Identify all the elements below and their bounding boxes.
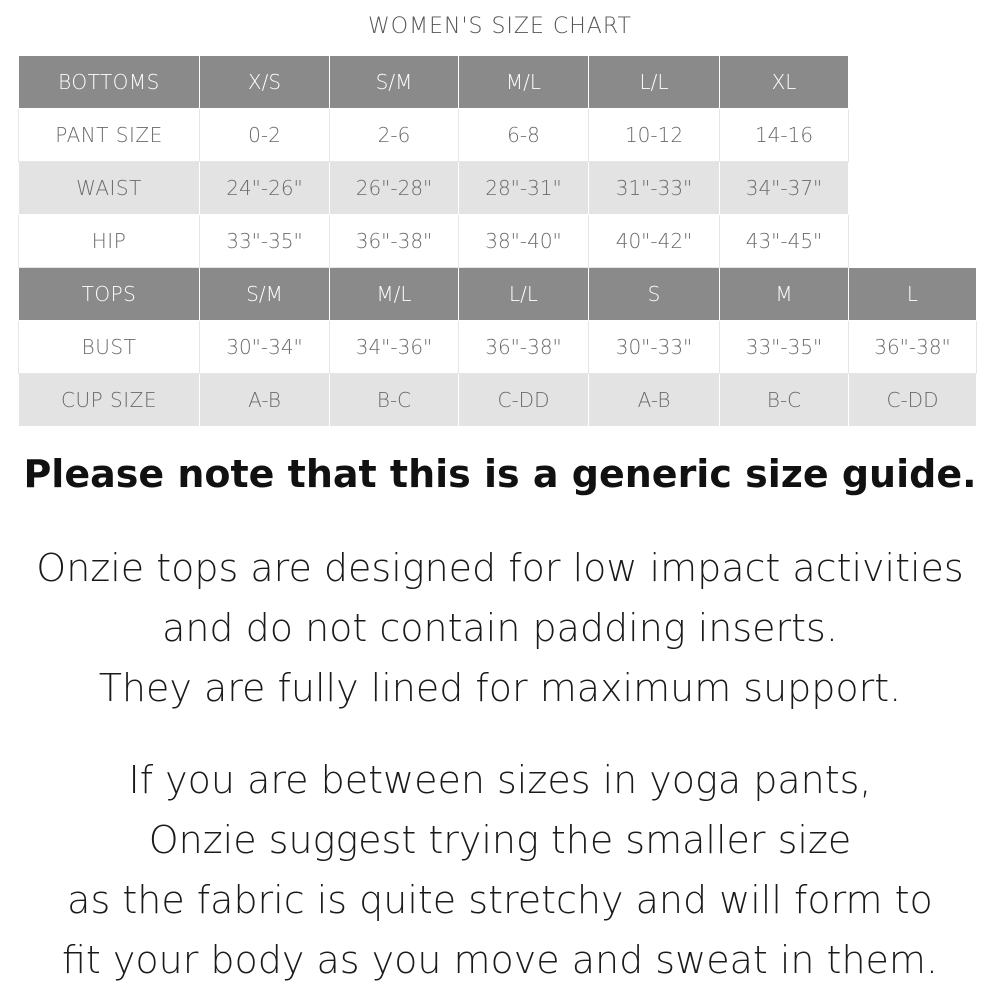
empty-cell xyxy=(849,215,977,268)
paragraph-line: as the fabric is quite stretchy and will form to xyxy=(67,878,933,922)
table-cell: 30"-34" xyxy=(200,321,330,374)
chart-title: WOMEN'S SIZE CHART xyxy=(368,14,632,39)
table-cell: 36"-38" xyxy=(849,321,977,374)
tops-label: TOPS xyxy=(19,268,200,321)
bottoms-label: BOTTOMS xyxy=(19,56,200,109)
tops-info-paragraph xyxy=(0,538,1000,718)
empty-cell xyxy=(849,56,977,109)
bottoms-header-row xyxy=(19,56,977,109)
bottoms-size-xs: X/S xyxy=(200,56,330,109)
table-cell: B-C xyxy=(720,374,849,427)
empty-cell xyxy=(849,109,977,162)
bottoms-size-sm: S/M xyxy=(330,56,459,109)
tops-size-sm: S/M xyxy=(200,268,330,321)
paragraph-line: and do not contain padding inserts. xyxy=(162,606,838,650)
tops-header-row xyxy=(19,268,977,321)
table-cell: A-B xyxy=(200,374,330,427)
generic-guide-note: Please note that this is a generic size guide. xyxy=(23,452,977,496)
hip-row xyxy=(19,215,977,268)
table-cell: 26"-28" xyxy=(330,162,459,215)
bust-row xyxy=(19,321,977,374)
table-cell: 10-12 xyxy=(589,109,720,162)
empty-cell xyxy=(849,162,977,215)
pants-sizing-paragraph xyxy=(0,750,1000,990)
table-cell: 34"-37" xyxy=(720,162,849,215)
table-cell: 38"-40" xyxy=(459,215,589,268)
paragraph-line: fit your body as you move and sweat in them. xyxy=(61,938,939,982)
tops-size-l: L xyxy=(849,268,977,321)
table-cell: 28"-31" xyxy=(459,162,589,215)
table-cell: C-DD xyxy=(459,374,589,427)
table-cell: 33"-35" xyxy=(200,215,330,268)
table-cell: A-B xyxy=(589,374,720,427)
table-cell: 14-16 xyxy=(720,109,849,162)
paragraph-line: If you are between sizes in yoga pants, xyxy=(128,758,872,802)
size-chart-table xyxy=(18,55,977,427)
row-label: PANT SIZE xyxy=(19,109,200,162)
row-label: WAIST xyxy=(19,162,200,215)
row-label: CUP SIZE xyxy=(19,374,200,427)
tops-size-ml: M/L xyxy=(330,268,459,321)
table-cell: 30"-33" xyxy=(589,321,720,374)
bottoms-size-ml: M/L xyxy=(459,56,589,109)
table-cell: 36"-38" xyxy=(330,215,459,268)
table-cell: 0-2 xyxy=(200,109,330,162)
table-cell: 2-6 xyxy=(330,109,459,162)
table-cell: 40"-42" xyxy=(589,215,720,268)
row-label: HIP xyxy=(19,215,200,268)
table-cell: 34"-36" xyxy=(330,321,459,374)
table-cell: C-DD xyxy=(849,374,977,427)
cup-size-row xyxy=(19,374,977,427)
row-label: BUST xyxy=(19,321,200,374)
waist-row xyxy=(19,162,977,215)
table-cell: B-C xyxy=(330,374,459,427)
bottoms-size-ll: L/L xyxy=(589,56,720,109)
tops-size-ll: L/L xyxy=(459,268,589,321)
table-cell: 33"-35" xyxy=(720,321,849,374)
pant-size-row xyxy=(19,109,977,162)
table-cell: 43"-45" xyxy=(720,215,849,268)
table-cell: 36"-38" xyxy=(459,321,589,374)
tops-size-s: S xyxy=(589,268,720,321)
table-cell: 31"-33" xyxy=(589,162,720,215)
tops-size-m: M xyxy=(720,268,849,321)
paragraph-line: Onzie tops are designed for low impact activities xyxy=(36,546,964,590)
bottoms-size-xl: XL xyxy=(720,56,849,109)
table-cell: 24"-26" xyxy=(200,162,330,215)
paragraph-line: Onzie suggest trying the smaller size xyxy=(148,818,852,862)
paragraph-line: They are fully lined for maximum support. xyxy=(98,666,902,710)
table-cell: 6-8 xyxy=(459,109,589,162)
